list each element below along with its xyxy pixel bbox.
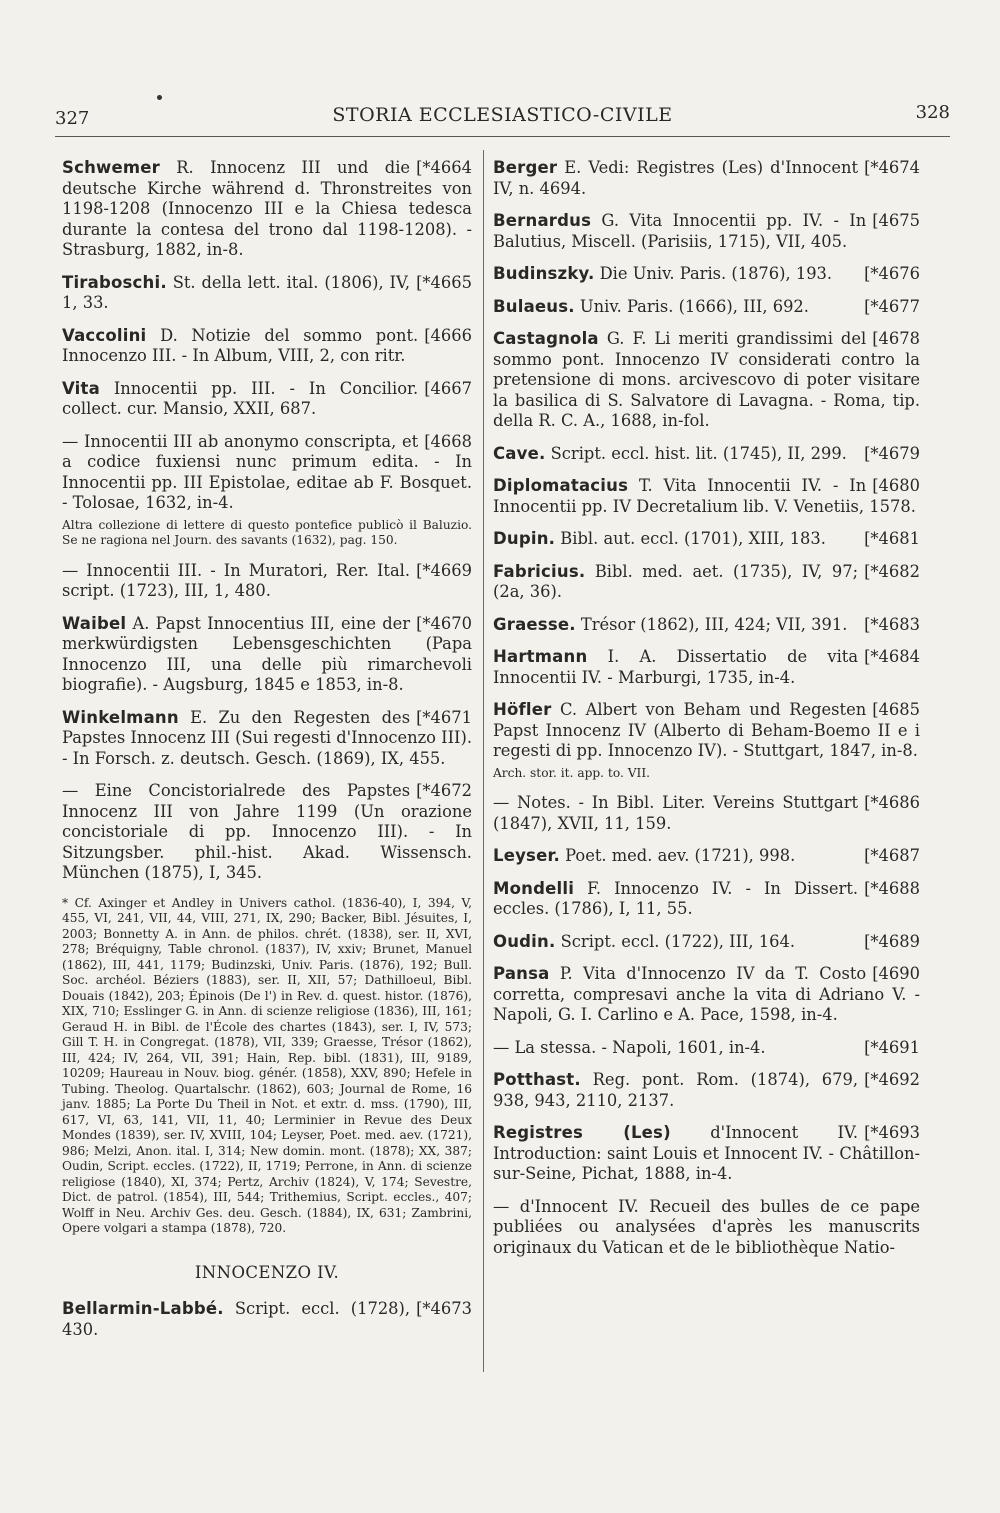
entry-text: Innocentii pp. III. - In Concilior. collect. cur. Mansio, XXII, 687. [62, 378, 419, 418]
entry-text: Bibl. aut. eccl. (1701), XIII, 183. [555, 529, 826, 548]
entry-number: [*4683 [864, 614, 920, 634]
bibliography-entry [493, 793, 920, 834]
entry-number: [*4673 [416, 1299, 472, 1318]
entry-text: Trésor (1862), III, 424; VII, 391. [575, 614, 848, 634]
entry-author: Berger [493, 158, 558, 177]
entry-number: [*4676 [864, 264, 920, 283]
section-heading: INNOCENZO IV. [194, 1262, 340, 1282]
bibliography-entry [493, 529, 920, 550]
entry-text: C. Albert von Beham und Regesten Papst Innocenz IV (Alberto di Beham-Boemo II e i regesti di pp. Innocenzo IV). - Stuttgart, 1847, in-8. [493, 700, 920, 760]
entry-text: — Notes. - In Bibl. Liter. Vereins Stuttgart (1847), XVII, 11, 159. [493, 793, 859, 833]
entry-author: Registres (Les) [493, 1123, 671, 1142]
left-column [62, 158, 472, 1352]
entry-number: [*4672 [416, 781, 472, 800]
entry-text: — Innocentii III. - In Muratori, Rer. Ital. script. (1723), III, 1, 480. [62, 560, 411, 600]
entry-text: E. Vedi: Registres (Les) d'Innocent IV, n. 4694. [493, 158, 859, 198]
entry-number: [*4679 [864, 443, 920, 463]
entry-number: [4668 [424, 431, 472, 451]
bibliography-entry [493, 1070, 920, 1111]
entry-author: Cave. [493, 443, 546, 463]
entry-note: Altra collezione di lettere di questo pontefice publicò il Baluzio. Se ne ragiona nel Journ. des savants (1632), pag. 150. [62, 517, 472, 547]
entry-text: Script. eccl. hist. lit. (1745), II, 299. [545, 443, 847, 463]
entry-author: Diplomatacius [493, 476, 629, 495]
bibliography-entry [493, 1038, 920, 1059]
entry-number: [*4689 [864, 931, 920, 951]
entry-text: G. Vita Innocentii pp. IV. - In Balutius, Miscell. (Parisiis, 1715), VII, 405. [493, 211, 867, 251]
entry-number: [*4681 [864, 529, 920, 548]
running-title: STORIA ECCLESIASTICO-CIVILE [332, 104, 673, 126]
entry-author: Höfler [493, 700, 552, 719]
entry-author: Tiraboschi. [62, 272, 167, 292]
entry-number: [4666 [424, 325, 472, 345]
bibliography-entry [493, 1197, 920, 1259]
entry-author: Bernardus [493, 211, 592, 230]
entry-number: [*4682 [864, 561, 920, 581]
entry-author: Vaccolini [62, 325, 147, 345]
entry-text: Poet. med. aev. (1721), 998. [559, 846, 796, 865]
entry-author: Budinszky. [493, 264, 595, 283]
entry-text: — La stessa. - Napoli, 1601, in-4. [493, 1037, 766, 1057]
bibliography-entry [62, 614, 472, 696]
entry-text: P. Vita d'Innocenzo IV da T. Costo corretta, compresavi anche la vita di Adriano V. - Napoli, G. I. Carlino e A. Pace, 1598, in-4. [493, 964, 920, 1024]
bibliography-entry [62, 158, 472, 261]
bibliography-entry [62, 781, 472, 884]
entry-text: d'Innocent IV. Introduction: saint Louis et Innocent IV. - Châtillon-sur-Seine, Pichat, 1888, in-4. [493, 1123, 920, 1183]
bibliography-entry [493, 476, 920, 517]
footnote: * Cf. Axinger et Andley in Univers cathol. (1836-40), I, 394, V, 455, VI, 241, VII, 44, VIII, 271, IX, 290; Backer, Bibl. Jésuites, I, 2003; Bonnetty A. in Ann. de philos. chrét. (1838), ser. II, XVI, 278; Bréquigny, Table chronol. (1837), IV, xxiv; Brunet, Manuel (1862), III, 441, 1179; Budinzski, Univ. Paris. (1876), 192; Bull. Soc. archéol. Béziers (1883), ser. II, XII, 57; Dathilloeul, Bibl. Douais (1842), 203; Épinois (De l') in Rev. d. quest. histor. (1876), XIX, 710; Esslinger G. in Ann. di scienze religiose (1836), III, 161; Geraud H. in Bibl. de l'École des chartes (1843), ser. I, IV, 573; Gill T. H. in Congregat. (1878), VII, 339; Graesse, Trésor (1862), III, 424; IV, 264, VII, 391; Hain, Rep. bibl. (1831), III, 9189, 10209; Haureau in Nouv. biog. génér. (1858), XXV, 890; Hefele in Tubing. Theolog. Quartalschr. (1862), 603; Journal de Rome, 16 janv. 1885; La Porte Du Theil in Not. et extr. d. mss. (1790), III, 617, VI, 63, 141, VII, 11, 40; Lerminier in Revue des Deux Mondes (1839), ser. IV, XVIII, 104; Leyser, Poet. med. aev. (1721), 986; Melzi, Anon. ital. I, 314; New domin. mont. (1878); XX, 387; Oudin, Script. eccles. (1722), II, 1719; Perrone, in Ann. di scienze religiose (1840), XI, 374; Pertz, Archiv (1824), V, 174; Sevestre, Dict. de patrol. (1854), III, 544; Trithemius, Script. eccles., 407; Wolff in Neu. Archiv Ges. deu. Gesch. (1884), IX, 631; Zambrini, Opere volgari a stampa (1878), 720. [62, 895, 472, 1235]
bibliography-entry [493, 615, 920, 636]
entry-number: [*4665 [416, 272, 472, 292]
bibliography-entry [62, 1299, 472, 1340]
entry-text: D. Notizie del sommo pont. Innocenzo III. - In Album, VIII, 2, con ritr. [62, 325, 419, 365]
bibliography-entry [493, 647, 920, 688]
entry-number: [4690 [872, 964, 920, 983]
entry-author: Fabricius. [493, 561, 586, 581]
entry-author: Waibel [62, 613, 127, 633]
bibliography-entry [493, 329, 920, 432]
entry-author: Oudin. [493, 931, 556, 951]
entry-text: T. Vita Innocentii IV. - In Innocentii pp. IV Decretalium lib. V. Venetiis, 1578. [493, 476, 916, 516]
entry-number: [*4684 [864, 647, 920, 666]
entry-number: [4680 [872, 476, 920, 495]
entry-number: [*4674 [864, 158, 920, 177]
entry-text: R. Innocenz III und die deutsche Kirche während d. Thronstreites von 1198-1208 (Innocenzo III e la Chiesa tedesca durante la contesa del trono dal 1198-1208). - Strasburg, 1882, in-8. [62, 158, 472, 259]
bibliography-entry [493, 846, 920, 867]
entry-text: Bibl. med. aet. (1735), IV, 97; (2a, 36). [493, 561, 859, 601]
bibliography-entry [493, 932, 920, 953]
entry-number: [*4688 [864, 878, 920, 898]
entry-author: Hartmann [493, 647, 588, 666]
entry-author: Potthast. [493, 1070, 581, 1089]
bibliography-entry [493, 444, 920, 465]
entry-text: — d'Innocent IV. Recueil des bulles de ce pape publiées ou analysées d'après les manuscrits originaux du Vatican et de le bibliothèque Natio- [493, 1196, 920, 1257]
bibliography-entry [62, 379, 472, 420]
entry-text: St. della lett. ital. (1806), IV, 1, 33. [62, 272, 411, 312]
right-page-number: 328 [915, 102, 950, 123]
entry-author: Bellarmin-Labbé. [62, 1299, 224, 1318]
bibliography-entry [62, 708, 472, 770]
entry-number: [4667 [424, 378, 472, 398]
entry-author: Leyser. [493, 846, 560, 865]
bibliography-entry [493, 964, 920, 1026]
entry-number: [*4677 [864, 296, 920, 316]
bibliography-entry [493, 297, 920, 318]
entry-author: Mondelli [493, 878, 575, 898]
entry-number: [*4687 [864, 846, 920, 865]
bibliography-entry [62, 273, 472, 314]
entry-text: Reg. pont. Rom. (1874), 679, 938, 943, 2110, 2137. [493, 1070, 859, 1110]
running-header [55, 100, 950, 137]
entry-author: Schwemer [62, 158, 160, 177]
bibliography-entry [493, 562, 920, 603]
entry-text: A. Papst Innocentius III, eine der merkwürdigsten Lebensgeschichten (Papa Innocenzo III, una delle più rimarchevoli biografie). - Augsburg, 1845 e 1853, in-8. [62, 613, 472, 694]
bibliography-entry [62, 561, 472, 602]
entry-number: [4685 [872, 700, 920, 719]
entry-number: [4675 [872, 211, 920, 230]
entry-author: Bulaeus. [493, 296, 575, 316]
entry-author: Winkelmann [62, 707, 179, 727]
entry-text: Script. eccl. (1728), 430. [62, 1299, 411, 1339]
bibliography-entry [493, 1123, 920, 1185]
entry-text: I. A. Dissertatio de vita Innocentii IV. - Marburgi, 1735, in-4. [493, 647, 859, 687]
right-column [493, 158, 920, 1270]
entry-text: G. F. Li meriti grandissimi del sommo pont. Innocenzo IV considerati contro la pretensione di mons. arcivescovo di poter visitare la basilica di S. Salvatore di Lavagna. - Roma, tip. della R. C. A., 1688, in-fol. [493, 329, 920, 430]
entry-number: [4678 [872, 329, 920, 348]
entry-author: Vita [62, 378, 100, 398]
entry-text: Die Univ. Paris. (1876), 193. [594, 264, 833, 283]
bibliography-entry [493, 700, 920, 762]
bibliography-entry [493, 211, 920, 252]
bibliography-entry [493, 879, 920, 920]
entry-number: [*4691 [864, 1037, 920, 1057]
entry-number: [*4664 [416, 158, 472, 177]
bibliography-entry [493, 158, 920, 199]
entry-number: [*4671 [416, 707, 472, 727]
entry-number: [*4693 [864, 1123, 920, 1142]
bibliography-entry [493, 264, 920, 285]
entry-text: — Eine Concistorialrede des Papstes Innocenz III von Jahre 1199 (Un orazione concistoriale di pp. Innocenzo III). - In Sitzungsber. phil.-hist. Akad. Wissensch. München (1875), I, 345. [62, 781, 472, 882]
entry-author: Graesse. [493, 614, 576, 634]
entry-number: [*4686 [864, 793, 920, 812]
bibliography-entry [62, 432, 472, 514]
entry-number: [*4669 [416, 560, 472, 580]
entry-author: Dupin. [493, 529, 556, 548]
entry-note: Arch. stor. it. app. to. VII. [493, 765, 651, 780]
entry-text: E. Zu den Regesten des Papstes Innocenz III (Sui regesti d'Innocenzo III). - In Forsch. z. deutsch. Gesch. (1869), IX, 455. [62, 707, 472, 768]
entry-text: — Innocentii III ab anonymo conscripta, et a codice fuxiensi nunc primum edita. - In Innocentii pp. III Epistolae, editae ab F. Bosquet. - Tolosae, 1632, in-4. [62, 431, 472, 512]
left-page-number: 327 [55, 108, 90, 129]
entry-text: F. Innocenzo IV. - In Dissert. eccles. (1786), I, 11, 55. [493, 878, 859, 918]
entry-author: Castagnola [493, 329, 599, 348]
column-divider [483, 150, 484, 1372]
entry-text: Script. eccl. (1722), III, 164. [555, 931, 796, 951]
entry-author: Pansa [493, 964, 550, 983]
bibliography-entry [62, 326, 472, 367]
entry-text: Univ. Paris. (1666), III, 692. [574, 296, 809, 316]
entry-number: [*4692 [864, 1070, 920, 1089]
entry-number: [*4670 [416, 613, 472, 633]
